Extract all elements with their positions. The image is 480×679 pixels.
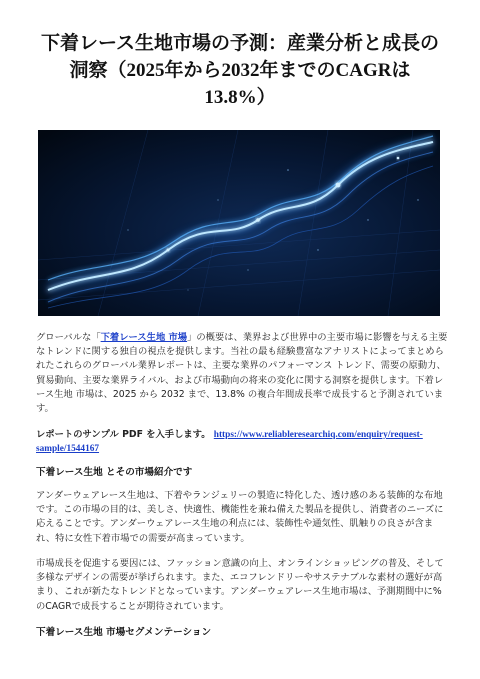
intro-paragraph xyxy=(36,331,448,416)
intro-text-post: 」の概要は、業界および世界中の主要市場に影響を与える主要なトレンドに関する独自の視点を提供します。当社の最も経験豊富なアナリストによってまとめられたこれらのグローバル業界レポートは、主要な業界のパフォーマンス トレンド、需要の原動力、貿易動向、主要な業界ライバル、および市場動向の将来の変化に関する洞察を提供します。下着レース生地 市場は、2025 から 2032 まで、13.8% の複合年間成長率で成長すると予測されています。 xyxy=(36,332,448,415)
title-part: 2025 xyxy=(126,60,165,81)
title-line-1: 下着レース生地市場の予測：産業分析と成長の xyxy=(40,32,440,54)
title-line-2 xyxy=(30,57,450,84)
section-paragraph-2: 市場成長を促進する要因には、ファッション意識の向上、オンラインショッピングの普及、そして多様なデザインの需要が挙げられます。また、エコフレンドリーやサステナブルな素材の選好が高まり、これが新たなトレンドとなっています。アンダーウェアレース生地市場は、予測期間中に%のCAGRで成長することが期待されています。 xyxy=(36,558,444,612)
sample-label: レポートのサンプル PDF を入手します。 xyxy=(36,429,211,440)
market-link[interactable]: 下着レース生地 市場 xyxy=(100,332,188,343)
title-part: 年までの xyxy=(259,59,336,81)
sample-request xyxy=(36,428,448,456)
title-part: は xyxy=(391,59,411,81)
section-heading-intro: 下着レース生地 とその市場紹介です xyxy=(36,467,193,478)
section-heading-segmentation: 下着レース生地 市場セグメンテーション xyxy=(36,627,212,638)
section-paragraph-1: アンダーウェアレース生地は、下着やランジェリーの製造に特化した、透け感のある装飾的な布地です。この市場の目的は、美しさ、快適性、機能性を兼ね備えた製品を提供し、消費者のニーズに応えることです。アンダーウェアレース生地の利点には、装飾性や通気性、肌触りの良さが含まれ、特に女性下着市場での需要が高まっています。 xyxy=(36,490,444,544)
title-part: 洞察（ xyxy=(69,59,127,81)
sample-url-link[interactable]: https://www.reliableresearchiq.com/enquiry/request-sample/1544167 xyxy=(36,430,423,455)
title-part: 年から xyxy=(164,59,222,81)
page-title xyxy=(30,30,450,111)
title-part: CAGR xyxy=(335,60,392,81)
title-part: 2032 xyxy=(221,60,260,81)
title-line-3: 13.8%） xyxy=(204,87,276,108)
intro-text-pre: グローバルな「 xyxy=(36,332,101,343)
hero-growth-image xyxy=(38,130,440,316)
